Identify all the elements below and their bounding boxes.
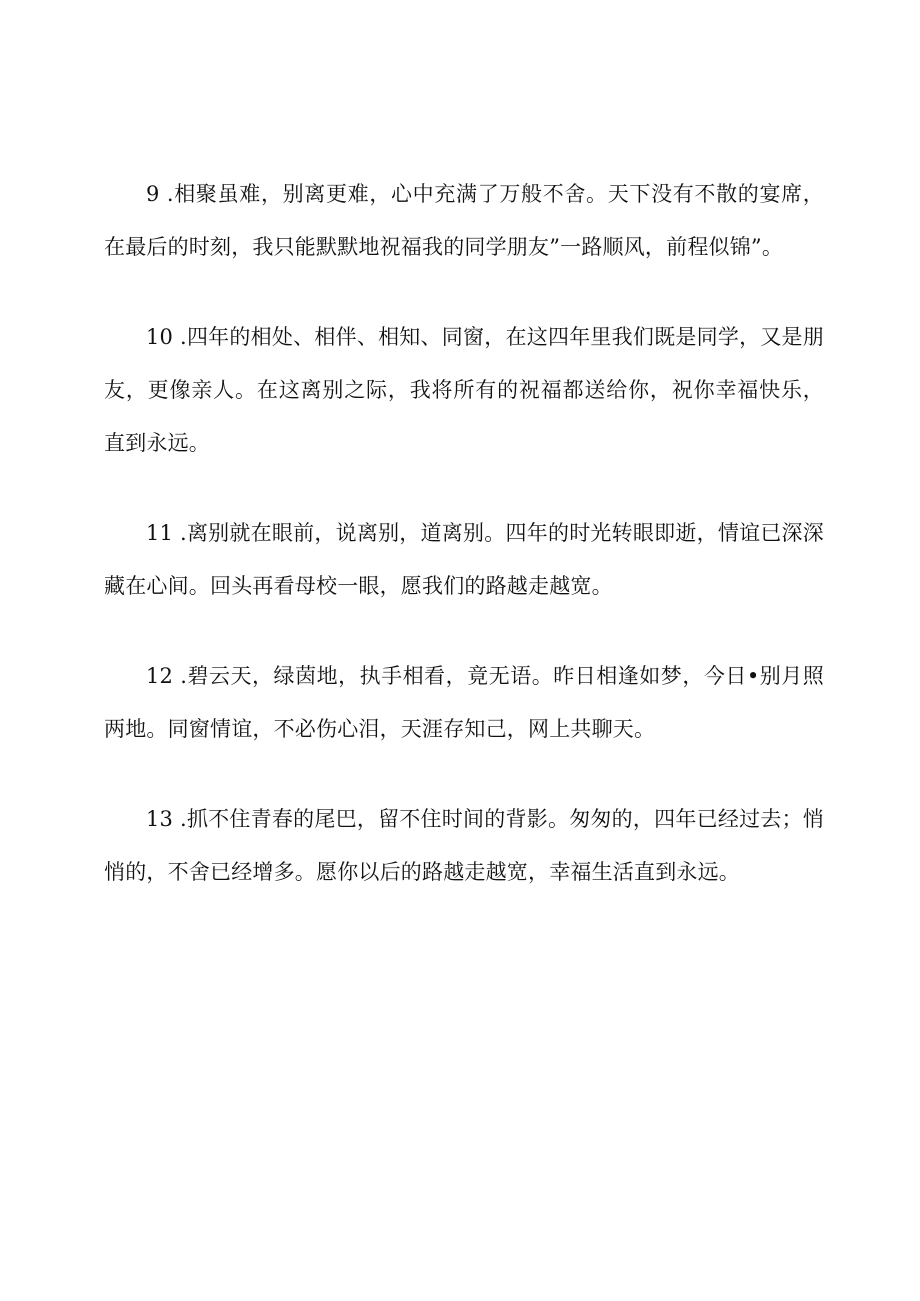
paragraph-12: 12 .碧云天，绿茵地，执手相看，竟无语。昨日相逢如梦，今日•别月照两地。同窗情谊，不必伤心泪，天涯存知己，网上共聊天。: [104, 664, 824, 741]
paragraph-11: 11 .离别就在眼前，说离别，道离别。四年的时光转眼即逝，情谊已深深藏在心间。回头再看母校一眼，愿我们的路越走越宽。: [104, 521, 824, 598]
paragraph-13: 13 .抓不住青春的尾巴，留不住时间的背影。匆匆的，四年已经过去；悄悄的，不舍已经增多。愿你以后的路越走越宽，幸福生活直到永远。: [104, 807, 824, 884]
paragraph-9: 9 .相聚虽难，别离更难，心中充满了万般不舍。天下没有不散的宴席，在最后的时刻，我只能默默地祝福我的同学朋友”一路顺风，前程似锦”。: [104, 182, 824, 259]
document-body: [104, 168, 824, 899]
paragraph-10: 10 .四年的相处、相伴、相知、同窗，在这四年里我们既是同学，又是朋友，更像亲人。在这离别之际，我将所有的祝福都送给你，祝你幸福快乐，直到永远。: [104, 325, 824, 455]
